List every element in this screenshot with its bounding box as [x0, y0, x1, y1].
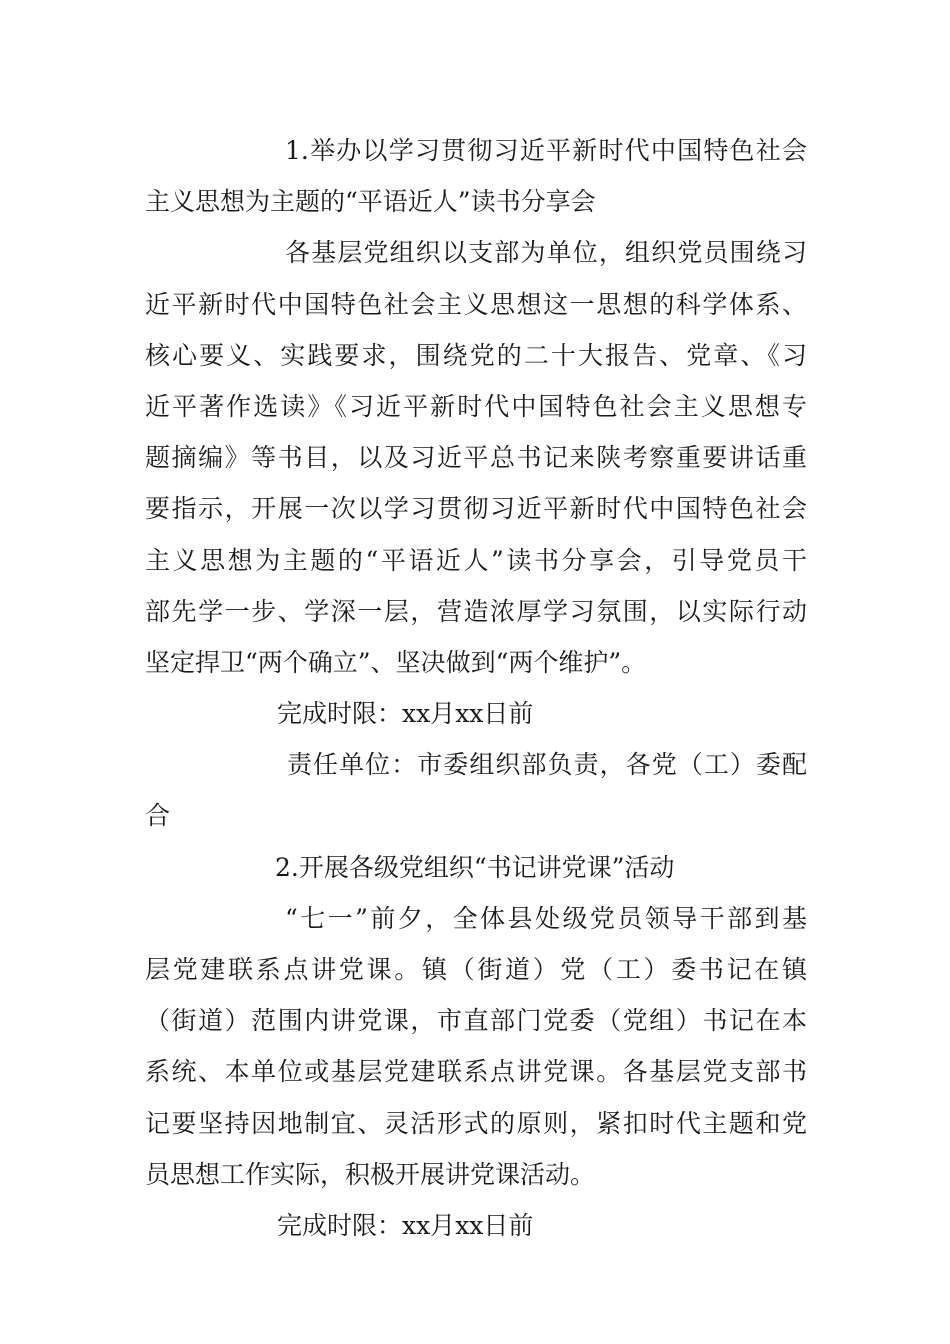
section-2-paragraph-line: 层党建联系点讲党课。镇（街道）党（工）委书记在镇: [145, 955, 807, 984]
section-1-heading-line-2: 主义思想为主题的“平语近人”读书分享会: [145, 187, 596, 217]
section-1-paragraph-line: 题摘编》等书目，以及习近平总书记来陕考察重要讲话重: [145, 443, 807, 473]
section-1-paragraph-last-line: 坚定捍卫“两个确立”、坚决做到“两个维护”。: [145, 647, 647, 677]
section-2-paragraph-line: 系统、本单位或基层党建联系点讲党课。各基层党支部书: [145, 1057, 807, 1087]
section-1-paragraph-line: 主义思想为主题的“平语近人”读书分享会，引导党员干: [145, 545, 807, 575]
section-2-heading: 2.开展各级党组织“书记讲党课”活动: [275, 852, 675, 882]
section-1-paragraph-line: 要指示，开展一次以学习贯彻习近平新时代中国特色社会: [145, 494, 807, 524]
section-1-paragraph-line: 近平新时代中国特色社会主义思想这一思想的科学体系、: [145, 289, 807, 319]
section-1-heading-line-1: 1.举办以学习贯彻习近平新时代中国特色社会: [285, 136, 807, 165]
section-1-paragraph-line: 部先学一步、学深一层，营造浓厚学习氛围，以实际行动: [145, 596, 807, 626]
section-2-paragraph-line: （街道）范围内讲党课，市直部门党委（党组）书记在本: [145, 1006, 807, 1036]
document-body: [145, 125, 807, 1251]
section-2-paragraph-line: “七一”前夕，全体县处级党员领导干部到基: [285, 903, 807, 933]
section-1-responsible-unit: 责任单位：市委组织部负责，各党（工）委配: [287, 750, 807, 780]
section-1-paragraph-line: 各基层党组织以支部为单位，组织党员围绕习: [285, 238, 807, 268]
section-1-paragraph-line: 核心要义、实践要求，围绕党的二十大报告、党章、《习: [145, 340, 807, 370]
section-2-deadline: 完成时限：xx月xx日前: [277, 1210, 534, 1240]
section-2-paragraph-last-line: 员思想工作实际，积极开展讲党课活动。: [145, 1159, 596, 1189]
section-1-responsible-unit-cont: 合: [145, 801, 171, 831]
section-2-paragraph-line: 记要坚持因地制宜、灵活形式的原则，紧扣时代主题和党: [145, 1108, 807, 1138]
section-1-deadline: 完成时限：xx月xx日前: [277, 699, 534, 729]
section-1-paragraph-line: 近平著作选读》《习近平新时代中国特色社会主义思想专: [145, 391, 807, 421]
